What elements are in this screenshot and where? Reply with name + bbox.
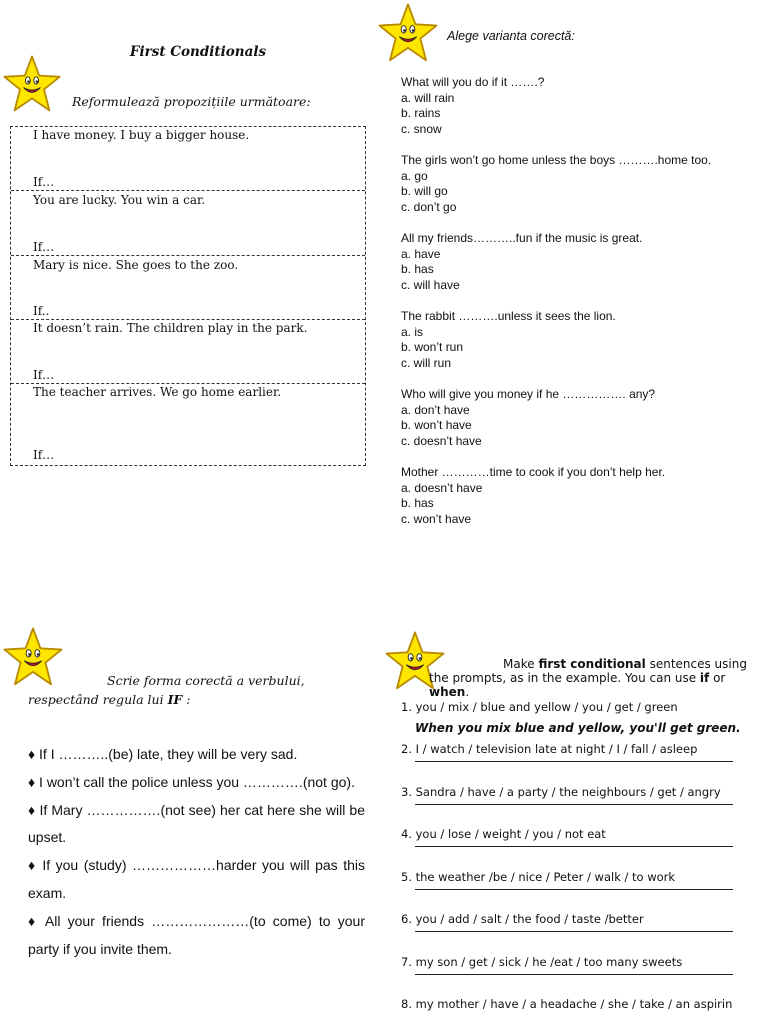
gap-fill-text: If I ………..(be) late, they will be very sad. <box>39 746 298 762</box>
gap-fill-text: All your friends …………………(to come) to your party if you invite them. <box>28 912 365 957</box>
rewrite-prompt: If… <box>33 448 55 462</box>
instruction-text: sentences using the prompts, as in the example. You can use <box>429 657 747 685</box>
multiple-choice-list <box>401 75 746 543</box>
instruction-text: respectând regula lui <box>28 692 168 707</box>
smiling-star-icon <box>2 54 62 114</box>
rewrite-sentence: You are lucky. You win a car. <box>33 193 206 207</box>
answer-option: c. snow <box>401 121 442 136</box>
smiling-star-icon <box>377 2 439 64</box>
rewrite-item <box>11 190 365 255</box>
rewrite-item <box>11 127 365 190</box>
prompt-item: 3. Sandra / have / a party / the neighbours / get / angry <box>401 785 721 799</box>
question-text: Who will give you money if he ……………. any? <box>401 387 656 401</box>
worksheet-title: First Conditionals <box>129 44 267 60</box>
instruction-keyword: IF <box>167 692 183 707</box>
answer-option: c. will have <box>401 277 460 292</box>
rewrite-item <box>11 383 365 465</box>
prompt-item: 2. I / watch / television late at night / I / fall / asleep <box>401 742 698 756</box>
prompt-item: 4. you / lose / weight / you / not eat <box>401 827 606 841</box>
answer-option: a. don’t have <box>401 402 470 417</box>
answer-line[interactable] <box>415 846 733 847</box>
prompts-instruction <box>429 657 747 699</box>
answer-option: a. go <box>401 168 428 183</box>
prompt-item: 5. the weather /be / nice / Peter / walk / to work <box>401 870 676 884</box>
gap-fill-text: If Mary …………….(not see) her cat here she will be upset. <box>28 801 365 846</box>
choice-instruction: Alege varianta corectă: <box>447 29 575 43</box>
gap-fill-text: I won’t call the police unless you ………….(not go). <box>39 773 355 790</box>
answer-option: a. have <box>401 246 441 261</box>
diamond-bullet-icon: ♦ <box>28 773 36 790</box>
instruction-text: Make <box>503 657 539 671</box>
answer-option: c. will run <box>401 355 452 370</box>
rewrite-sentence: I have money. I buy a bigger house. <box>33 128 250 142</box>
question <box>401 387 746 449</box>
gap-fill-item <box>28 908 365 964</box>
answer-line[interactable] <box>415 889 733 890</box>
question-text: What will you do if it …….? <box>401 75 545 89</box>
instruction-text: : <box>182 692 191 707</box>
question-text: Mother …………time to cook if you don’t help her. <box>401 465 666 479</box>
answer-line[interactable] <box>415 804 733 805</box>
rewrite-item <box>11 319 365 383</box>
diamond-bullet-icon: ♦ <box>28 801 36 818</box>
answer-option: b. rains <box>401 106 441 120</box>
question <box>401 309 746 371</box>
example-answer: When you mix blue and yellow, you'll get green. <box>415 721 741 735</box>
question <box>401 231 746 293</box>
instruction-text: . <box>465 685 470 699</box>
diamond-bullet-icon: ♦ <box>28 912 39 929</box>
answer-line[interactable] <box>415 761 733 762</box>
gap-fill-list <box>28 741 365 963</box>
answer-option: b. won’t run <box>401 340 464 354</box>
question-text: The girls won’t go home unless the boys ……….home too. <box>401 153 712 167</box>
prompt-item: 1. you / mix / blue and yellow / you / get / green <box>401 700 678 714</box>
prompt-item: 7. my son / get / sick / he /eat / too many sweets <box>401 955 683 969</box>
instruction-keyword: when <box>429 685 466 699</box>
answer-line[interactable] <box>415 931 733 932</box>
rewrite-exercise-box <box>10 126 366 466</box>
answer-option: a. doesn’t have <box>401 480 483 495</box>
smiling-star-icon <box>2 626 64 688</box>
gap-fill-item <box>28 797 365 853</box>
verb-form-instruction: Scrie forma corectă a verbului, <box>107 673 305 688</box>
answer-option: c. doesn’t have <box>401 433 482 448</box>
question-text: The rabbit ……….unless it sees the lion. <box>401 309 616 323</box>
diamond-bullet-icon: ♦ <box>28 857 37 874</box>
rewrite-sentence: Mary is nice. She goes to the zoo. <box>33 258 239 272</box>
instruction-keyword: if <box>699 671 710 685</box>
answer-line[interactable] <box>415 974 733 975</box>
answer-option: b. has <box>401 262 434 276</box>
answer-option: a. is <box>401 324 424 339</box>
question <box>401 153 746 215</box>
rewrite-prompt: If.. <box>33 304 50 318</box>
answer-option: b. won’t have <box>401 418 472 432</box>
rewrite-prompt: If… <box>33 175 55 189</box>
answer-option: a. will rain <box>401 90 455 105</box>
rewrite-instruction: Reformulează propozițiile următoare: <box>72 94 311 109</box>
gap-fill-text: If you (study) ………………harder you will pas this exam. <box>28 857 365 901</box>
gap-fill-item <box>28 852 365 908</box>
rewrite-item <box>11 255 365 319</box>
rewrite-prompt: If… <box>33 368 55 382</box>
instruction-keyword: first conditional <box>538 657 646 671</box>
question <box>401 465 746 527</box>
answer-option: b. has <box>401 496 434 510</box>
prompt-item: 8. my mother / have / a headache / she / take / an aspirin <box>401 997 733 1011</box>
instruction-text: or <box>709 671 726 685</box>
question-text: All my friends………..fun if the music is great. <box>401 231 643 245</box>
answer-option: b. will go <box>401 184 448 198</box>
gap-fill-item <box>28 741 365 769</box>
answer-option: c. don’t go <box>401 199 457 214</box>
rewrite-sentence: It doesn’t rain. The children play in the park. <box>33 321 308 335</box>
rewrite-sentence: The teacher arrives. We go home earlier. <box>33 385 282 399</box>
prompt-item: 6. you / add / salt / the food / taste /better <box>401 912 644 926</box>
answer-option: c. won’t have <box>401 511 472 526</box>
rewrite-prompt: If… <box>33 240 55 254</box>
question <box>401 75 746 137</box>
diamond-bullet-icon: ♦ <box>28 746 36 762</box>
verb-form-instruction-line2 <box>28 692 190 707</box>
gap-fill-item <box>28 769 365 797</box>
